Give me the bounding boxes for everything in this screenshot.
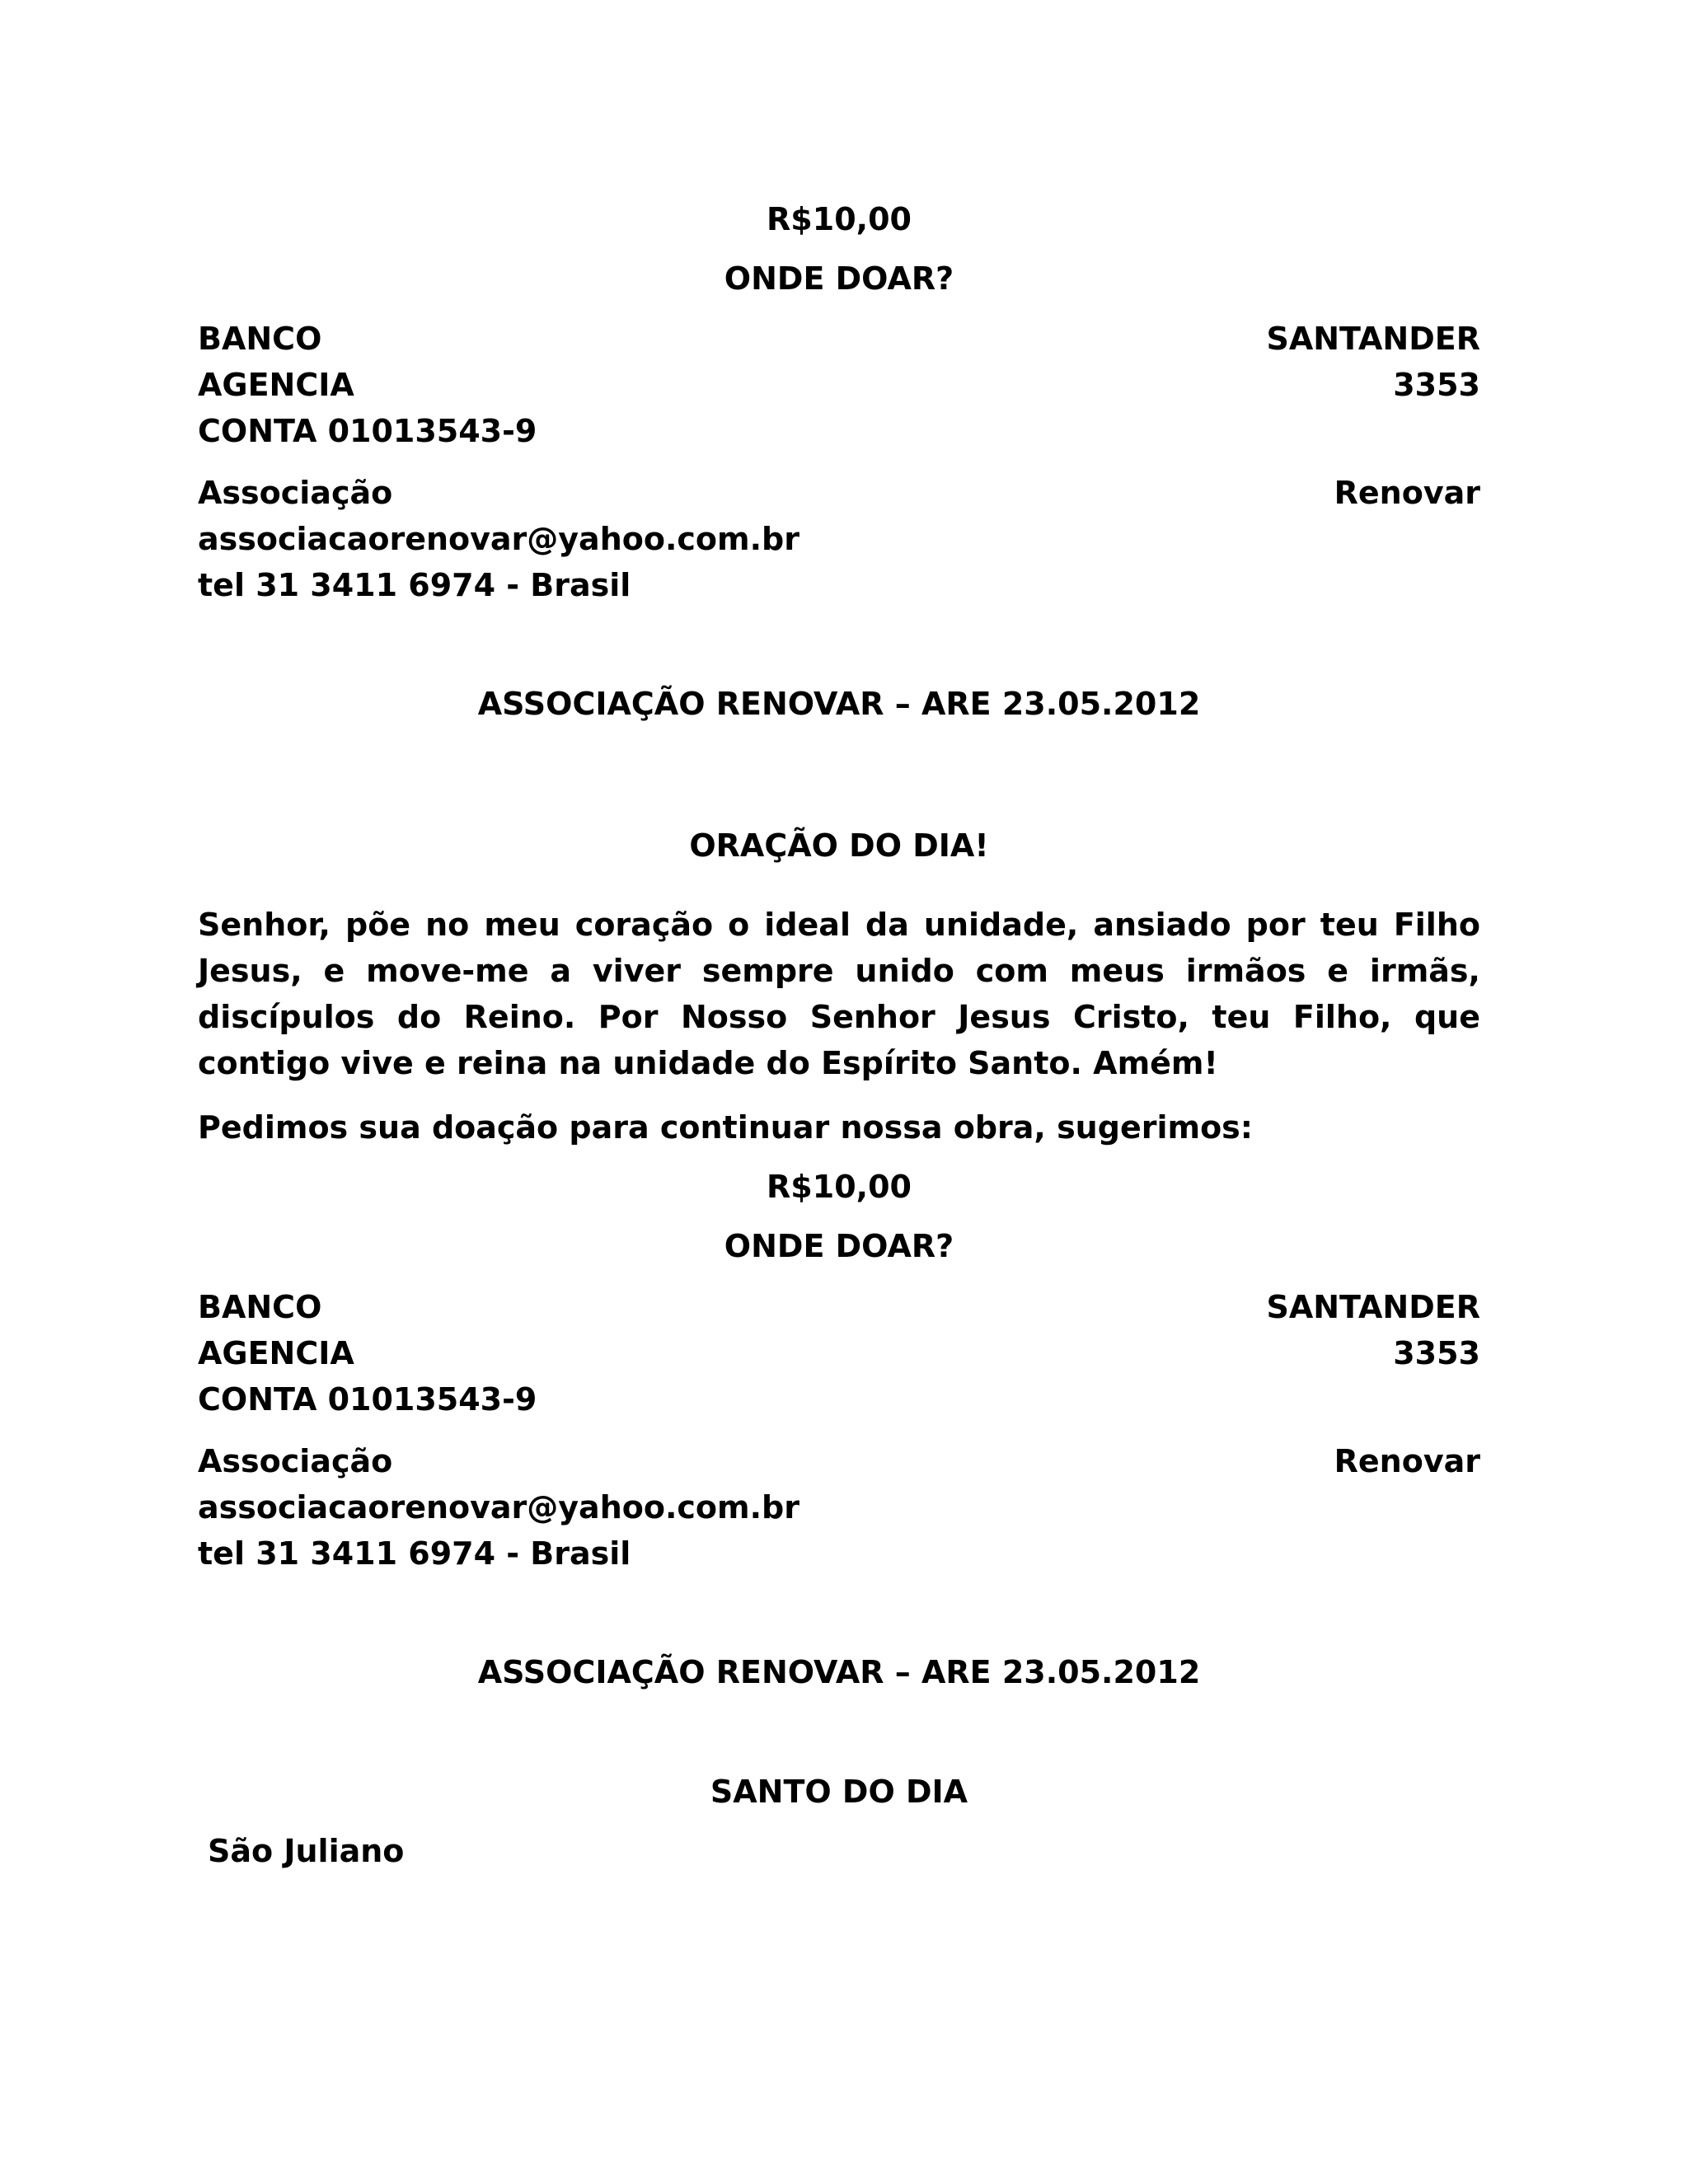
account-number: CONTA 01013543-9 <box>198 413 537 449</box>
bank-row <box>198 316 1480 362</box>
agency-row <box>198 1330 1480 1376</box>
contact-email: associacaorenovar@yahoo.com.br <box>198 1489 799 1526</box>
bank-value: SANTANDER <box>1266 1289 1480 1325</box>
agency-label: AGENCIA <box>198 1335 354 1371</box>
bank-label: BANCO <box>198 321 322 357</box>
agency-value: 3353 <box>1393 367 1480 403</box>
where-to-donate-heading: ONDE DOAR? <box>724 260 954 297</box>
prayer-text: Senhor, põe no meu coração o ideal da unidade, ansiado por teu Filho Jesus, e move-me a viver sempre unido com meus irmãos e irmãs, discípulos do Reino. Por Nosso Senhor Jesus Cristo, teu Filho, que contigo vive e reina na unidade do Espírito Santo. Amém! <box>198 907 1480 1081</box>
account-holder-left: Associação <box>198 475 393 511</box>
document-header: ASSOCIAÇÃO RENOVAR – ARE 23.05.2012 <box>477 686 1201 722</box>
bank-value: SANTANDER <box>1266 321 1480 357</box>
contact-email: associacaorenovar@yahoo.com.br <box>198 521 799 557</box>
bank-row <box>198 1284 1480 1330</box>
agency-label: AGENCIA <box>198 367 354 403</box>
account-holder-row <box>198 470 1480 516</box>
account-holder-right: Renovar <box>1334 1443 1480 1479</box>
contact-phone: tel 31 3411 6974 - Brasil <box>198 1535 631 1572</box>
account-number: CONTA 01013543-9 <box>198 1381 537 1418</box>
donation-amount: R$10,00 <box>767 201 912 237</box>
prayer-heading: ORAÇÃO DO DIA! <box>689 827 989 864</box>
document-header: ASSOCIAÇÃO RENOVAR – ARE 23.05.2012 <box>477 1654 1201 1690</box>
account-holder-row <box>198 1438 1480 1484</box>
account-holder-right: Renovar <box>1334 475 1480 511</box>
donation-request: Pedimos sua doação para continuar nossa obra, sugerimos: <box>198 1109 1253 1146</box>
saint-name: São Juliano <box>208 1833 405 1869</box>
agency-value: 3353 <box>1393 1335 1480 1371</box>
bank-label: BANCO <box>198 1289 322 1325</box>
donation-amount: R$10,00 <box>767 1169 912 1205</box>
account-holder-left: Associação <box>198 1443 393 1479</box>
where-to-donate-heading: ONDE DOAR? <box>724 1228 954 1264</box>
contact-phone: tel 31 3411 6974 - Brasil <box>198 567 631 603</box>
agency-row <box>198 362 1480 408</box>
saint-heading: SANTO DO DIA <box>710 1774 968 1810</box>
